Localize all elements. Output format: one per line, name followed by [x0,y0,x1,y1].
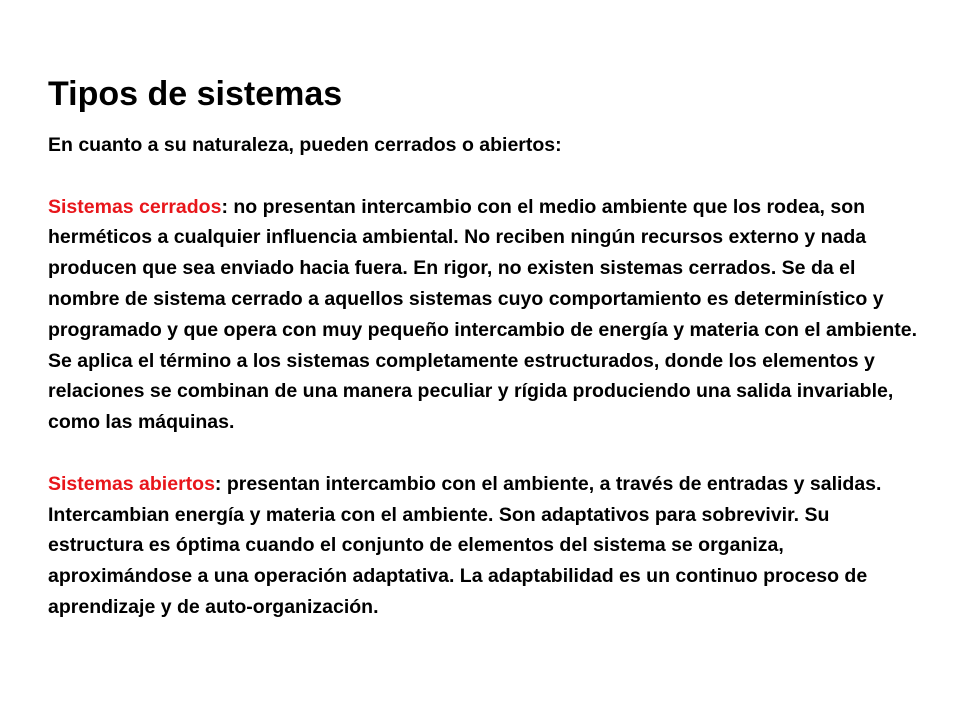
paragraph-spacer [48,438,928,469]
open-systems-paragraph [48,469,928,623]
open-systems-description: : presentan intercambio con el ambiente, a través de entradas y salidas. Intercambian energía y materia con el ambiente. Son adaptativos para sobrevivir. Su estructura es óptima cuando el conjunto de elementos del sistema se organiza, aproximándose a una operación adaptativa. La adaptabilidad es un continuo proceso de aprendizaje y de auto-organización. [48,472,882,618]
closed-systems-paragraph [48,192,928,438]
paragraph-spacer [48,161,928,192]
slide-body [48,130,928,623]
open-systems-term: Sistemas abiertos [48,472,215,495]
intro-paragraph: En cuanto a su naturaleza, pueden cerrados o abiertos: [48,134,562,156]
slide-title: Tipos de sistemas [48,75,343,113]
closed-systems-term: Sistemas cerrados [48,195,222,218]
closed-systems-description: : no presentan intercambio con el medio ambiente que los rodea, son herméticos a cualquier influencia ambiental. No reciben ningún recursos externo y nada producen que sea enviado hacia fuera. En rigor, no existen sistemas cerrados. Se da el nombre de sistema cerrado a aquellos sistemas cuyo comportamiento es determinístico y programado y que opera con muy pequeño intercambio de energía y materia con el ambiente. Se aplica el término a los sistemas completamente estructurados, donde los elementos y relaciones se combinan de una manera peculiar y rígida produciendo una salida invariable, como las máquinas. [48,195,918,434]
